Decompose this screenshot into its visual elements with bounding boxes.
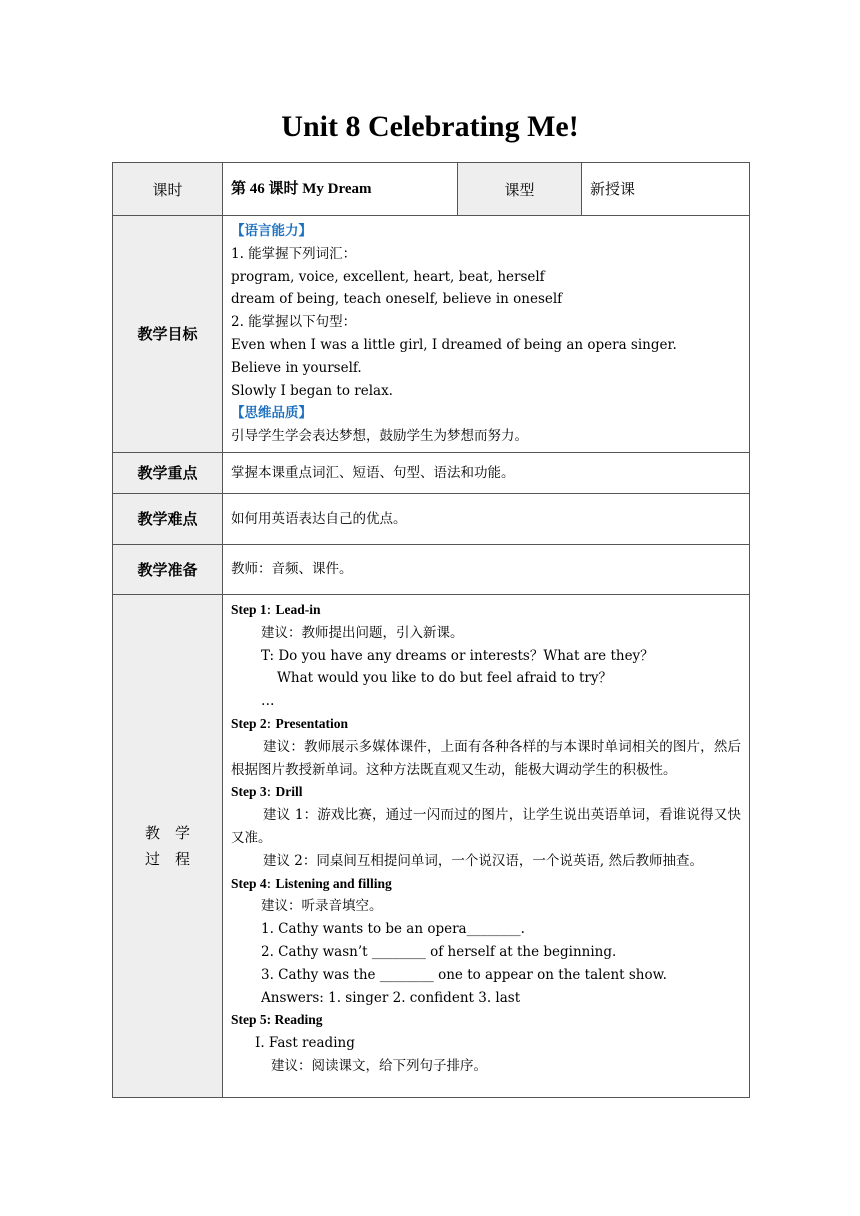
period-label: 课时 <box>113 163 223 216</box>
step-3-paragraph: 建议 2：同桌间互相提问单词，一个说汉语，一个说英语, 然后教师抽查。 <box>263 852 703 869</box>
objective-line: 引导学生学会表达梦想，鼓励学生为梦想而努力。 <box>231 428 528 445</box>
objective-line: program, voice, excellent, heart, beat, herself <box>231 268 545 285</box>
objective-line: Believe in yourself. <box>231 359 362 376</box>
step-2-heading: Step 2: Presentation <box>231 715 348 732</box>
difficulties-label: 教学难点 <box>113 493 223 544</box>
step-4-line: 建议：听录音填空。 <box>261 898 383 915</box>
difficulties-text: 如何用英语表达自己的优点。 <box>223 493 750 544</box>
step-4-line: 2. Cathy wasn’t ________ of herself at the beginning. <box>261 943 617 960</box>
type-label: 课型 <box>458 163 582 216</box>
step-5-line: Ⅰ. Fast reading <box>255 1035 355 1052</box>
step-5-line: 建议：阅读课文，给下列句子排序。 <box>271 1057 487 1074</box>
objective-line: Even when I was a little girl, I dreamed of being an opera singer. <box>231 336 677 353</box>
objective-line: Slowly I began to relax. <box>231 382 393 399</box>
period-value: 第 46 课时 My Dream <box>223 163 458 216</box>
step-4-heading: Step 4: Listening and filling <box>231 875 392 892</box>
step-1-line: T: Do you have any dreams or interests？What are they？ <box>261 647 654 664</box>
objective-line: dream of being, teach oneself, believe in oneself <box>231 291 563 308</box>
key-points-text: 掌握本课重点词汇、短语、句型、语法和功能。 <box>223 452 750 493</box>
objective-line: 1. 能掌握下列词汇： <box>231 245 357 262</box>
objectives-content <box>223 216 750 453</box>
step-4-line: Answers: 1. singer 2. confident 3. last <box>261 989 521 1006</box>
step-3-heading: Step 3: Drill <box>231 784 303 801</box>
preparation-text: 教师：音频、课件。 <box>223 544 750 594</box>
step-5-heading: Step 5: Reading <box>231 1012 323 1028</box>
step-4-line: 3. Cathy was the ________ one to appear on the talent show. <box>261 966 667 983</box>
step-1-line: 建议：教师提出问题，引入新课。 <box>261 624 464 641</box>
objectives-row <box>113 216 750 453</box>
preparation-row <box>113 544 750 594</box>
key-points-row <box>113 452 750 493</box>
step-1-heading: Step 1: Lead-in <box>231 601 321 618</box>
objective-heading-language: 【语言能力】 <box>231 223 312 239</box>
objective-heading-thinking: 【思维品质】 <box>231 405 312 422</box>
process-row <box>113 594 750 1097</box>
key-points-label: 教学重点 <box>113 452 223 493</box>
page-title: Unit 8 Celebrating Me! <box>281 110 579 143</box>
process-content <box>223 594 750 1097</box>
preparation-label: 教学准备 <box>113 544 223 594</box>
objective-line: 2. 能掌握以下句型： <box>231 314 357 331</box>
type-value: 新授课 <box>582 163 750 216</box>
lesson-plan-table <box>112 162 750 1098</box>
objectives-label: 教学目标 <box>113 216 223 453</box>
step-4-line: 1. Cathy wants to be an opera________. <box>261 921 525 938</box>
step-3-paragraph: 建议 1：游戏比赛，通过一闪而过的图片，让学生说出英语单词，看谁说得又快又准。 <box>231 807 741 846</box>
header-row <box>113 163 750 216</box>
step-1-line: What would you like to do but feel afraid to try？ <box>277 670 612 687</box>
step-2-paragraph: 建议：教师展示多媒体课件，上面有各种各样的与本课时单词相关的图片，然后根据图片教授新单词。这种方法既直观又生动，能极大调动学生的积极性。 <box>231 738 741 778</box>
step-1-line: … <box>261 693 275 710</box>
difficulties-row <box>113 493 750 544</box>
process-label: 教 学 过 程 <box>113 594 223 1097</box>
